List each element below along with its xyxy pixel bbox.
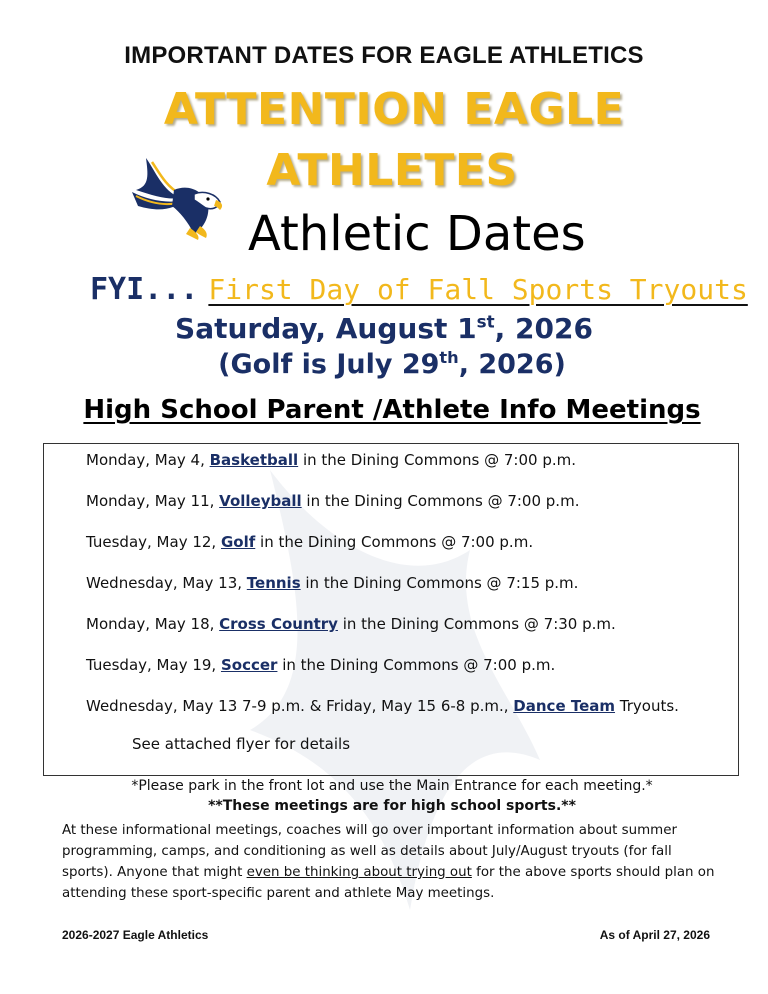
meeting-date: Monday, May 18,	[86, 615, 220, 633]
meeting-sport-link[interactable]: Dance Team	[513, 697, 616, 715]
footer-season: 2026-2027 Eagle Athletics	[62, 928, 209, 942]
tryout-date-year: , 2026	[494, 312, 593, 345]
meeting-detail: in the Dining Commons @ 7:30 p.m.	[337, 615, 616, 633]
meeting-sport-link[interactable]: Soccer	[220, 656, 278, 674]
meeting-sport-link[interactable]: Basketball	[209, 451, 299, 469]
meetings-box	[43, 443, 739, 776]
meeting-item	[86, 451, 576, 469]
meeting-date: Tuesday, May 19,	[86, 656, 221, 674]
page-title: IMPORTANT DATES FOR EAGLE ATHLETICS	[124, 42, 644, 69]
golf-date-text: (Golf is July 29	[218, 349, 440, 380]
meeting-sport-link[interactable]: Volleyball	[219, 492, 302, 510]
athletic-dates-heading: Athletic Dates	[248, 206, 586, 262]
info-paragraph-text: At these informational meetings, coaches will go over important information about summer programming, camps, and conditioning as well as details about July/August tryouts (for fall sports). Anyone that might	[62, 823, 677, 880]
info-paragraph	[62, 820, 722, 904]
meeting-detail: in the Dining Commons @ 7:00 p.m.	[301, 492, 580, 510]
info-paragraph-text-end: for the above sports should plan on attending these sport-specific parent and athlete May meetings.	[62, 865, 715, 901]
meeting-date: Wednesday, May 13,	[86, 574, 247, 592]
eagle-mascot-icon	[128, 150, 228, 242]
footer-updated-date: As of April 27, 2026	[599, 928, 710, 942]
meeting-sport-link[interactable]: Cross Country	[219, 615, 338, 633]
meeting-date: Monday, May 4,	[86, 451, 210, 469]
tryout-date	[0, 312, 768, 345]
meeting-item	[86, 492, 579, 510]
meeting-detail: in the Dining Commons @ 7:00 p.m.	[277, 656, 556, 674]
tryout-date-text: Saturday, August 1	[175, 312, 477, 345]
meeting-sport-link[interactable]: Tennis	[246, 574, 301, 592]
golf-date-year: , 2026)	[458, 349, 566, 380]
meeting-date: Monday, May 11,	[86, 492, 220, 510]
meeting-detail: in the Dining Commons @ 7:15 p.m.	[300, 574, 579, 592]
meeting-detail: in the Dining Commons @ 7:00 p.m.	[255, 533, 534, 551]
meeting-detail: in the Dining Commons @ 7:00 p.m.	[298, 451, 576, 469]
meeting-date: Tuesday, May 12,	[86, 533, 221, 551]
meeting-date: Wednesday, May 13 7-9 p.m. & Friday, May 15 6-8 p.m.,	[86, 697, 514, 715]
meeting-item	[86, 697, 679, 715]
info-paragraph-underlined: even be thinking about trying out	[246, 865, 472, 880]
attention-heading-line1: ATTENTION EAGLE	[163, 84, 625, 135]
meeting-detail: Tryouts.	[615, 697, 679, 715]
fyi-prefix: FYI...	[90, 272, 199, 307]
tryout-date-ordinal: st	[476, 311, 495, 332]
meeting-item	[86, 615, 616, 633]
golf-date-ordinal: th	[439, 348, 459, 367]
meeting-item	[86, 574, 578, 592]
parking-note: *Please park in the front lot and use the Main Entrance for each meeting.*	[131, 778, 653, 794]
golf-date	[0, 349, 768, 380]
fyi-tryouts-text: First Day of Fall Sports Tryouts	[208, 273, 748, 306]
meetings-title: High School Parent /Athlete Info Meetings	[83, 395, 701, 425]
flyer-note: See attached flyer for details	[132, 735, 351, 753]
fyi-line	[90, 272, 748, 307]
meeting-item	[86, 533, 533, 551]
meeting-sport-link[interactable]: Golf	[220, 533, 256, 551]
high-school-note: **These meetings are for high school sports.**	[208, 798, 576, 814]
meeting-item	[86, 656, 555, 674]
attention-heading-line2: ATHLETES	[266, 145, 518, 196]
